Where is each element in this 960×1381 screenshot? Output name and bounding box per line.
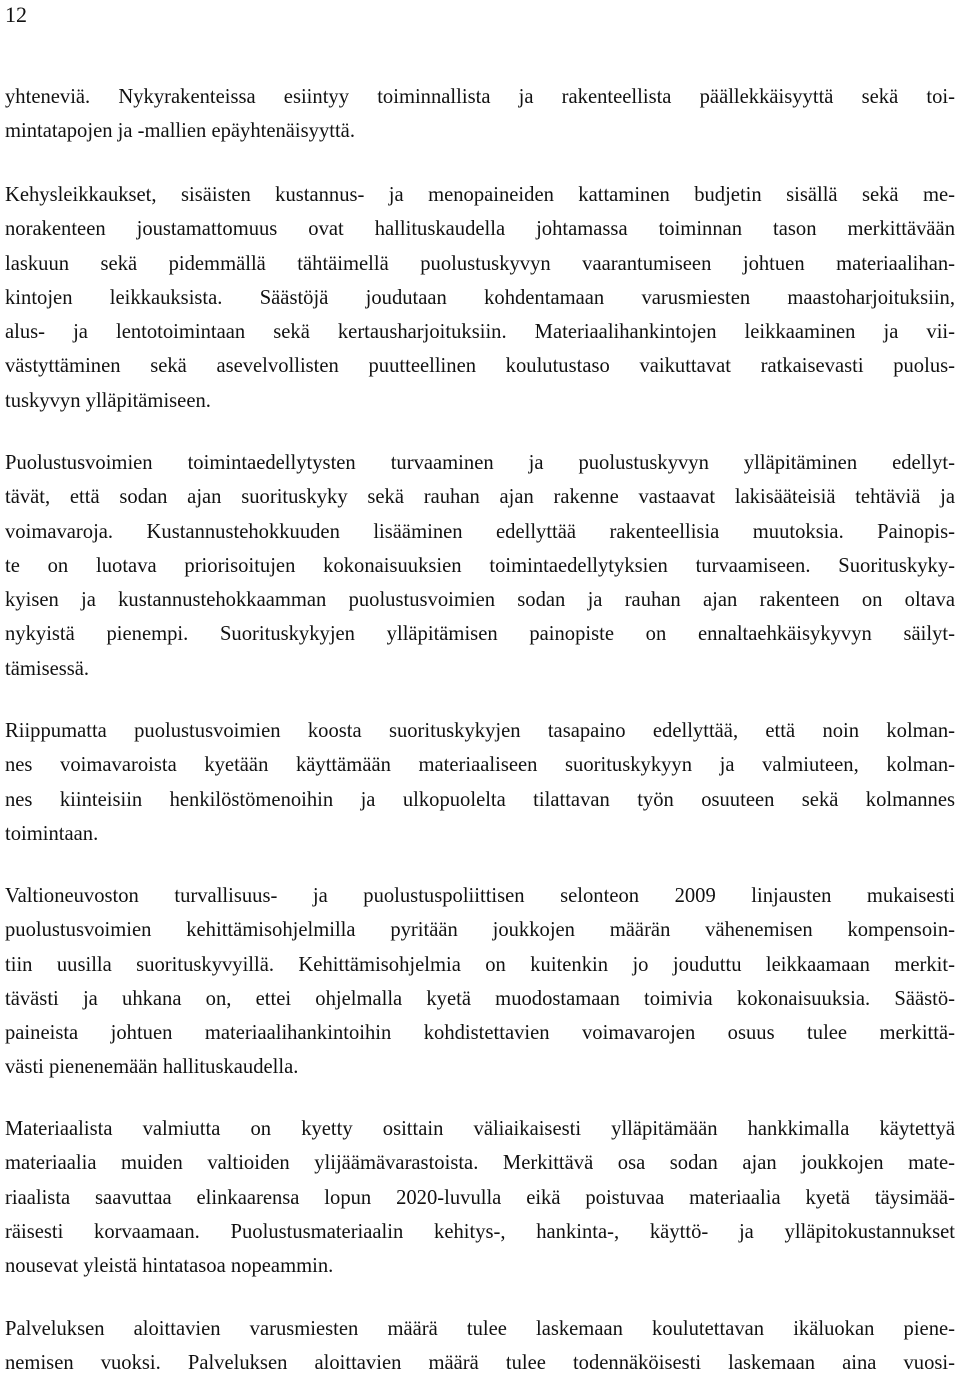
text-line: riaalista saavuttaa elinkaarensa lopun 2020-luvulla eikä poistuvaa materiaalia kyetä täysimää- [5,1186,955,1209]
text-line: nes voimavaroista kyetään käyttämään materiaaliseen suorituskykyyn ja valmiuteen, kolman- [5,754,955,777]
text-line: Riippumatta puolustusvoimien koosta suorituskykyjen tasapaino edellyttää, että noin kolman- [5,720,955,742]
page-number: 12 [5,2,27,27]
text-line: tuskyvyn ylläpitämiseen. [5,389,211,412]
text-line: alus- ja lentotoimintaan sekä kertausharjoituksiin. Materiaalihankintojen leikkaaminen ja vii- [5,321,955,344]
text-line: materiaalia muiden valtioiden ylijäämävarastoista. Merkittävä osa sodan ajan joukkojen mate- [5,1152,955,1175]
text-line: paineista johtuen materiaalihankintoihin kohdistettavien voimavarojen osuus tulee merkittä- [5,1022,955,1045]
paragraph-3 [5,446,955,686]
text-line: tävästi ja uhkana on, ettei ohjelmalla kyetä muodostamaan toimivia kokonaisuuksia. Säästö- [5,987,955,1010]
text-line: Kehysleikkaukset, sisäisten kustannus- ja menopaineiden kattaminen budjetin sisällä sekä me- [5,184,955,206]
paragraph-1 [5,80,955,149]
text-line: tämisessä. [5,657,90,680]
text-line: Palveluksen aloittavien varusmiesten määrä tulee laskemaan koulutettavan ikäluokan piene- [5,1318,955,1340]
text-line: Materiaalista valmiutta on kyetty osittain väliaikaisesti ylläpitämään hankkimalla käytettyä [5,1118,955,1140]
text-line: toimintaan. [5,822,99,845]
paragraph-7 [5,1312,955,1381]
text-line: laskuun sekä pidemmällä tähtäimellä puolustuskyvyn vaarantumiseen johtuen materiaalihan- [5,252,955,275]
text-line: kintojen leikkauksista. Säästöjä joudutaan kohdentamaan varusmiesten maastoharjoituksiin, [5,286,955,309]
text-line: voimavaroja. Kustannustehokkuuden lisääminen edellyttää rakenteellisia muutoksia. Painopis- [5,520,955,543]
paragraph-5 [5,879,955,1085]
text-line: nes kiinteisiin henkilöstömenoihin ja ulkopuolelta tilattavan työn osuuteen sekä kolmannes [5,788,955,811]
text-line: puolustusvoimien kehittämisohjelmilla pyritään joukkojen määrän vähenemisen kompensoin- [5,919,955,942]
text-line: tävät, että sodan ajan suorituskyky sekä rauhan ajan rakenne vastaavat lakisääteisiä tehtäviä ja [5,486,955,509]
text-line: mintatapojen ja -mallien epäyhtenäisyyttä. [5,120,355,143]
text-line: Valtioneuvoston turvallisuus- ja puolustuspoliittisen selonteon 2009 linjausten mukaisesti [5,885,955,907]
paragraph-4 [5,714,955,851]
paragraph-2 [5,178,955,418]
text-line: nykyistä pienempi. Suorituskykyjen ylläpitämisen painopiste on ennaltaehkäisykyvyn säilyt- [5,623,955,646]
text-line: kyisen ja kustannustehokkaamman puolustusvoimien sodan ja rauhan ajan rakenteen on oltava [5,589,955,612]
text-line: västi pienenemään hallituskaudella. [5,1056,299,1079]
paragraph-6 [5,1112,955,1283]
text-line: nousevat yleistä hintatasoa nopeammin. [5,1255,334,1278]
text-line: tiin uusilla suorituskyvyillä. Kehittämisohjelmia on kuitenkin jo jouduttu leikkaamaan merkit- [5,953,955,976]
text-line: yhteneviä. Nykyrakenteissa esiintyy toiminnallista ja rakenteellista päällekkäisyyttä sekä toi- [5,86,955,108]
text-line: norakenteen joustamattomuus ovat hallituskaudella johtamassa toiminnan tason merkittävään [5,218,955,241]
text-line: västyttäminen sekä asevelvollisten puutteellinen koulutustaso vaikuttavat ratkaisevasti puolus- [5,355,955,378]
text-line: nemisen vuoksi. Palveluksen aloittavien määrä tulee todennäköisesti laskemaan aina vuosi- [5,1352,955,1375]
text-line: räisesti korvaamaan. Puolustusmateriaalin kehitys-, hankinta-, käyttö- ja ylläpitokustannukset [5,1220,955,1243]
text-line: Puolustusvoimien toimintaedellytysten turvaaminen ja puolustuskyvyn ylläpitäminen edellyt- [5,452,955,474]
text-line: te on luotava priorisoitujen kokonaisuuksien toimintaedellytyksien turvaamiseen. Suorituskyky- [5,554,955,577]
